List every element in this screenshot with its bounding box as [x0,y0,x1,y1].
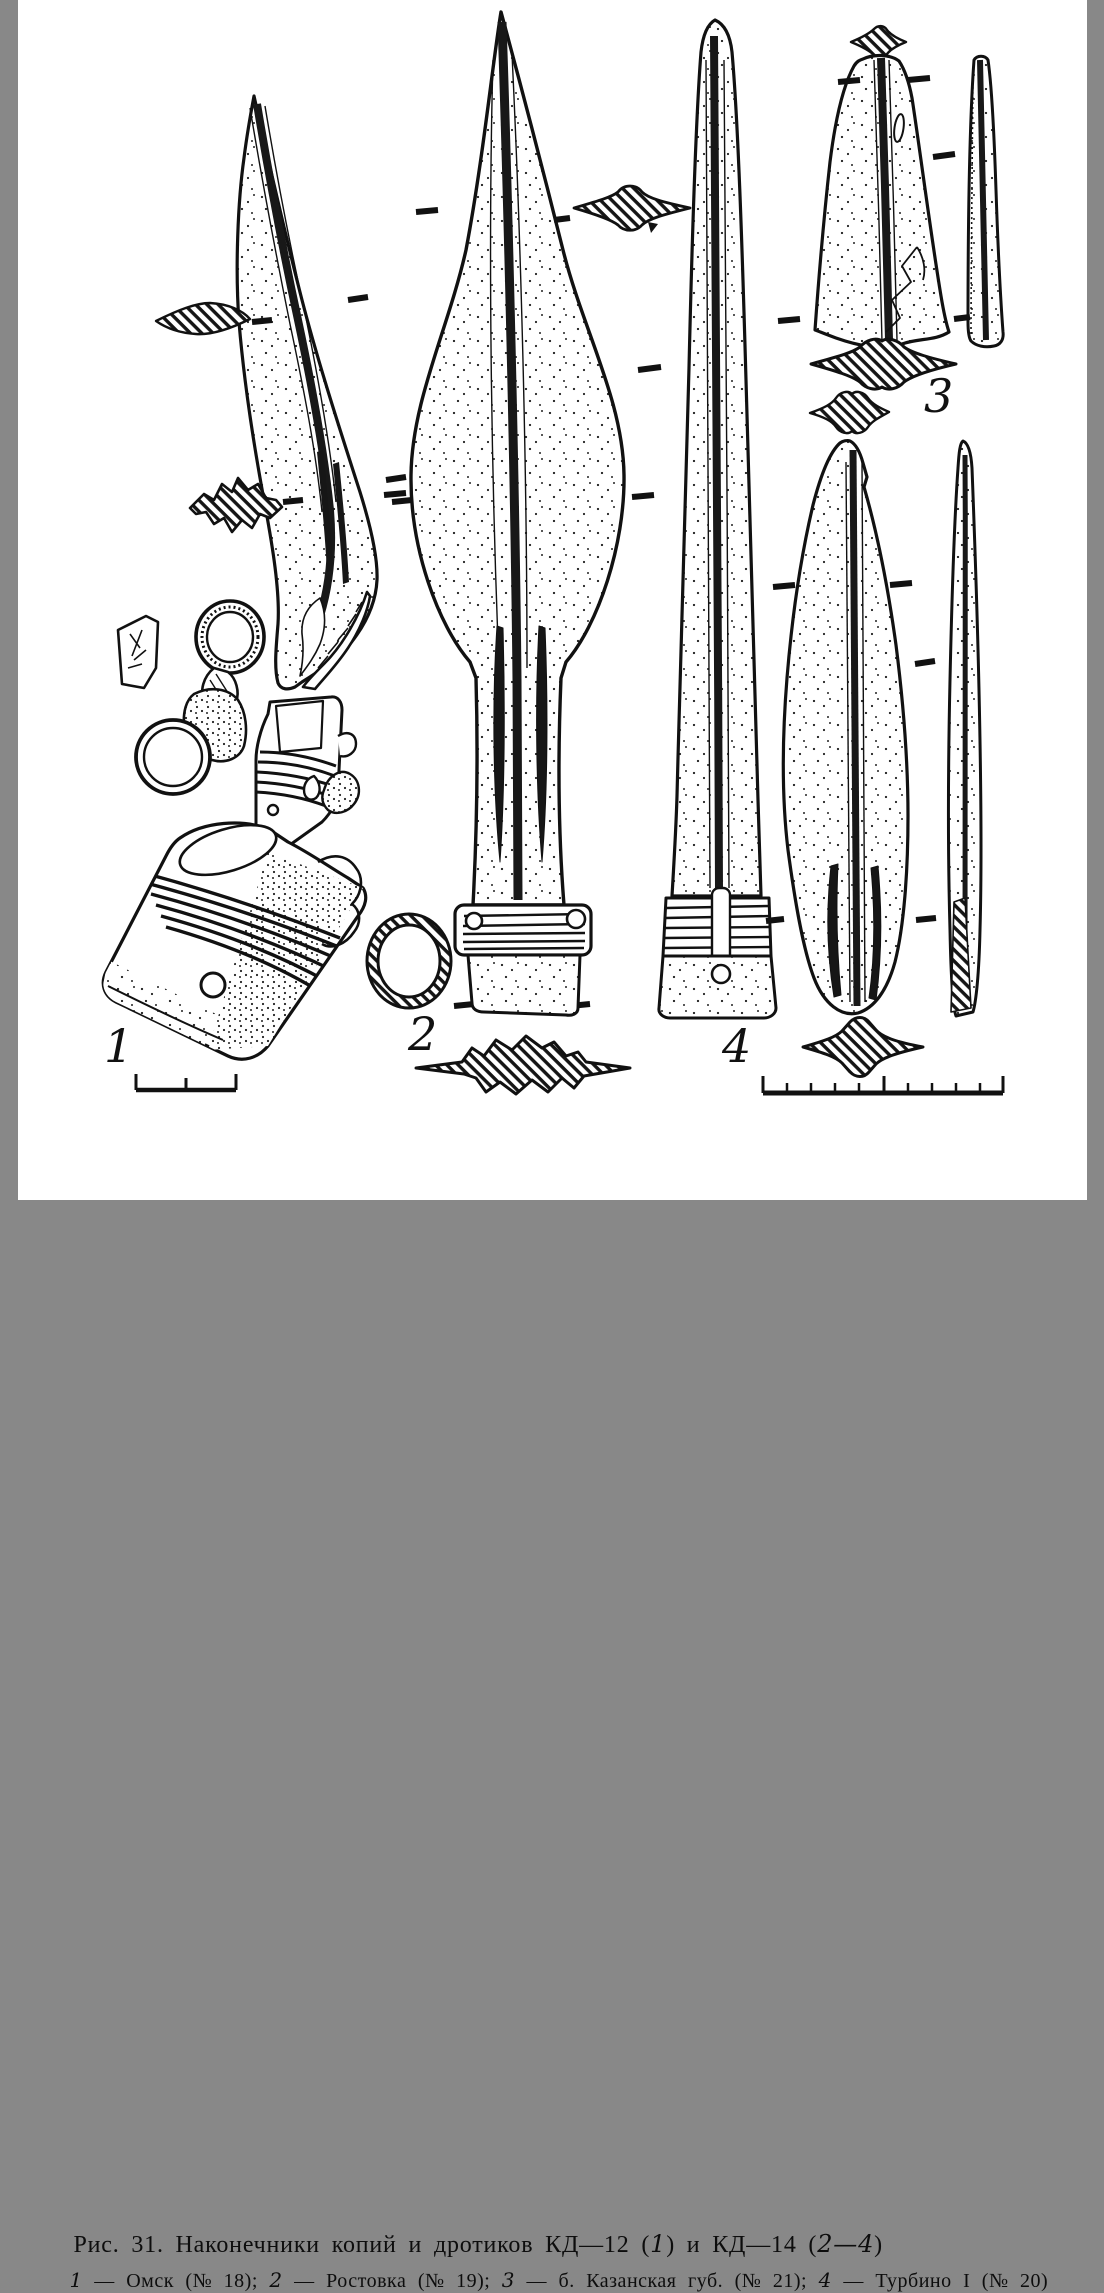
fragment-ornamented-plate [118,616,158,688]
cross-section-2-bottom [416,1036,630,1094]
caption-text-end: ) [874,2232,883,2258]
item-1-label: 1 [104,1019,133,1073]
ring-fragment-1-inner [207,612,253,662]
artifact-3-kazan-fragment [778,26,1003,433]
blade-4r-midrib [853,450,857,1006]
legend-entry-1: — Омск (№ 18); [83,2270,270,2292]
collar-eyelet-left [466,913,482,929]
artifact-4-turbino-dart [638,20,776,1073]
ring-fragment-2-inner [144,728,202,786]
socket-b-hole [201,973,225,997]
cross-section-3-small [810,392,889,433]
cross-section-2-top [574,186,690,230]
ring-2-hatched [367,914,451,1008]
socket-a-lug [338,733,356,756]
figure-legend [70,2268,1104,2293]
dart-4-midrib [714,36,719,890]
legend-entry-4: — Турбино I (№ 20) [832,2270,1048,2292]
legend-entry-2: — Ростовка (№ 19); [283,2270,502,2292]
figure-caption [74,2230,1094,2259]
scale-bar-1 [136,1074,236,1090]
socket-a-pin-hole [268,805,278,815]
legend-num-2: 2 [269,2268,282,2292]
section-ticks-4 [638,367,661,370]
socket-2-lower [468,955,580,1015]
blade-1-outline [237,96,377,689]
socket-collar-2 [455,905,591,955]
caption-item-ref-2-4: 2—4 [817,2230,874,2258]
artifact-2-rostovka-spearhead [367,12,690,1094]
legend-num-4: 4 [819,2268,832,2292]
legend-num-3: 3 [502,2268,515,2292]
item-4-label: 4 [721,1019,751,1073]
blade-4r-front-outline [783,441,908,1014]
pointer-mark [648,222,658,233]
item-2-label: 2 [407,1007,437,1061]
cross-section-3-top [851,26,906,58]
item-3-label: 3 [924,369,953,423]
cross-section-4-bottom [803,1018,923,1077]
caption-item-ref-1: 1 [650,2230,666,2258]
caption-text: Рис. 31. Наконечники копий и дротиков КД—12 ( [74,2232,651,2258]
collar-eyelet-right [567,910,585,928]
caption-text-mid: ) и КД—14 ( [666,2232,817,2258]
artifact-4-turbino-blade-views [763,441,1003,1093]
figure-plate [18,0,1087,1112]
scale-bar-2 [763,1076,1003,1093]
socket-a-teardrop-hole [304,776,320,800]
dart-4-pin-hole [712,965,730,983]
dart-4-band [663,888,771,964]
figure-page [18,0,1087,1200]
cross-section-1a [156,303,250,334]
socket-a-opening [276,701,323,752]
legend-entry-3: — б. Казанская губ. (№ 21); [515,2270,819,2292]
artifact-1-omsk-spearhead [98,96,412,1090]
legend-num-1: 1 [70,2268,83,2292]
